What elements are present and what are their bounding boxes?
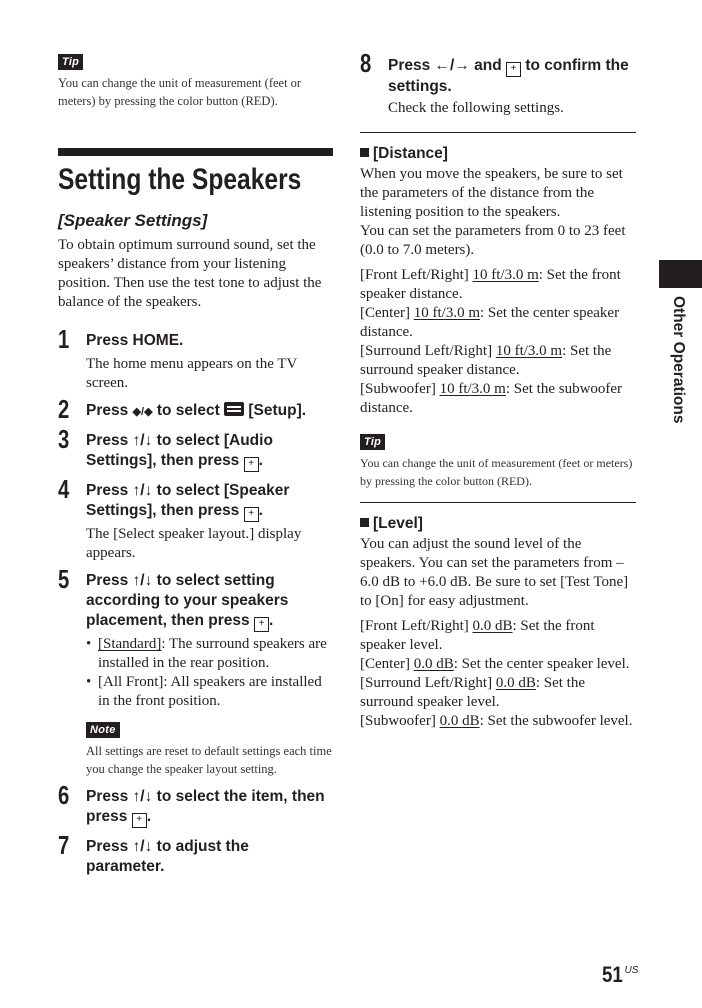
tip-text: You can change the unit of measurement (feet or meters) by pressing the color button (RED). bbox=[58, 76, 302, 108]
step-1-desc: The home menu appears on the TV screen. bbox=[86, 356, 298, 391]
up-down-arrow-icon: ↑/↓ bbox=[132, 572, 153, 589]
note-text: All settings are reset to default settings each time you change the speaker layout setting. bbox=[86, 744, 332, 776]
step-3-title: Press ↑/↓ to select [Audio Settings], then press + . bbox=[86, 431, 336, 472]
setup-toolbox-icon bbox=[224, 402, 244, 416]
tip-text: You can change the unit of measurement (feet or meters) by pressing the color button (RED). bbox=[360, 456, 633, 488]
step-2-number: 2 bbox=[58, 394, 70, 424]
enter-button-icon: + bbox=[244, 457, 259, 472]
level-section bbox=[360, 514, 636, 731]
list-item: • [All Front]: All speakers are installed in the front position. bbox=[86, 673, 334, 711]
side-tab-label: Other Operations bbox=[670, 296, 687, 424]
step-8-number: 8 bbox=[360, 48, 372, 78]
distance-tip bbox=[360, 432, 636, 490]
page-title: Setting the Speakers bbox=[58, 163, 302, 196]
enter-button-icon: + bbox=[254, 617, 269, 632]
step-6-number: 6 bbox=[58, 780, 70, 810]
list-item: [Front Left/Right] 10 ft/3.0 m: Set the front speaker distance. bbox=[360, 267, 621, 302]
layout-options-list bbox=[86, 635, 334, 711]
list-item: [Center] 10 ft/3.0 m: Set the center speaker distance. bbox=[360, 305, 620, 340]
step-2-title: Press ◆/◆ to select [Setup]. bbox=[86, 402, 307, 419]
square-bullet-icon bbox=[360, 148, 369, 157]
left-right-arrow-icon: ◆/◆ bbox=[132, 406, 153, 418]
list-item: [Front Left/Right] 0.0 dB: Set the front speaker level. bbox=[360, 618, 595, 653]
left-right-arrow-icon: ←/→ bbox=[434, 57, 470, 74]
step-3-number: 3 bbox=[58, 424, 70, 454]
up-down-arrow-icon: ↑/↓ bbox=[132, 482, 153, 499]
step-4-title: Press ↑/↓ to select [Speaker Settings], then press + . bbox=[86, 481, 336, 522]
step-4-desc: The [Select speaker layout.] display appears. bbox=[86, 526, 302, 561]
step-7-title: Press ↑/↓ to adjust the parameter. bbox=[86, 838, 249, 875]
level-items bbox=[360, 617, 636, 731]
page-number: 51 $^{US}$ bbox=[602, 962, 639, 987]
square-bullet-icon bbox=[360, 518, 369, 527]
step-8-desc: Check the following settings. bbox=[388, 100, 564, 116]
list-item: [Subwoofer] 10 ft/3.0 m: Set the subwoofer distance. bbox=[360, 381, 623, 416]
step-8-title: Press ←/→ and + to confirm the settings. bbox=[388, 57, 629, 95]
list-item: [Center] 0.0 dB: Set the center speaker level. bbox=[360, 656, 630, 672]
step-7-number: 7 bbox=[58, 830, 70, 860]
section-subtitle: [Speaker Settings] bbox=[58, 211, 208, 230]
list-item: • [Standard]: The surround speakers are installed in the rear position. bbox=[86, 635, 334, 673]
note-badge: Note bbox=[86, 722, 120, 738]
distance-items bbox=[360, 266, 636, 418]
section-rule bbox=[58, 148, 333, 156]
enter-button-icon: + bbox=[132, 813, 147, 828]
step-1-number: 1 bbox=[58, 324, 70, 354]
step-5-title: Press ↑/↓ to select setting according to your speakers placement, then press + . bbox=[86, 571, 336, 632]
distance-section bbox=[360, 144, 636, 490]
list-item: [Surround Left/Right] 10 ft/3.0 m: Set the surround speaker distance. bbox=[360, 343, 612, 378]
tip-box-top bbox=[58, 52, 333, 110]
step-1-title: Press HOME. bbox=[86, 332, 184, 349]
enter-button-icon: + bbox=[506, 62, 521, 77]
distance-heading: [Distance] bbox=[360, 144, 636, 164]
up-down-arrow-icon: ↑/↓ bbox=[132, 432, 153, 449]
list-item: [Surround Left/Right] 0.0 dB: Set the surround speaker level. bbox=[360, 675, 586, 710]
tip-badge: Tip bbox=[360, 434, 385, 450]
list-item: [Subwoofer] 0.0 dB: Set the subwoofer level. bbox=[360, 713, 633, 729]
level-p1: You can adjust the sound level of the speakers. You can set the parameters from –6.0 dB to +6.0 dB. Be sure to set [Test Tone] to [On] for easy adjustment. bbox=[360, 536, 629, 609]
distance-p1: When you move the speakers, be sure to set the parameters of the distance from the listening position to the speakers. bbox=[360, 166, 623, 220]
step-5-number: 5 bbox=[58, 564, 70, 594]
distance-p2: You can set the parameters from 0 to 23 feet (0.0 to 7.0 meters). bbox=[360, 223, 626, 258]
up-down-arrow-icon: ↑/↓ bbox=[132, 838, 153, 855]
step-4-number: 4 bbox=[58, 474, 70, 504]
section-intro: To obtain optimum surround sound, set the speakers’ distance from your listening position. Then use the test tone to adjust the balance of the speakers. bbox=[58, 237, 322, 310]
divider bbox=[360, 132, 636, 133]
side-tab-block bbox=[659, 260, 702, 288]
divider bbox=[360, 502, 636, 503]
up-down-arrow-icon: ↑/↓ bbox=[132, 788, 153, 805]
enter-button-icon: + bbox=[244, 507, 259, 522]
tip-badge: Tip bbox=[58, 54, 83, 70]
note-box bbox=[86, 720, 336, 778]
step-6-title: Press ↑/↓ to select the item, then press + . bbox=[86, 787, 336, 828]
level-heading: [Level] bbox=[360, 514, 636, 534]
